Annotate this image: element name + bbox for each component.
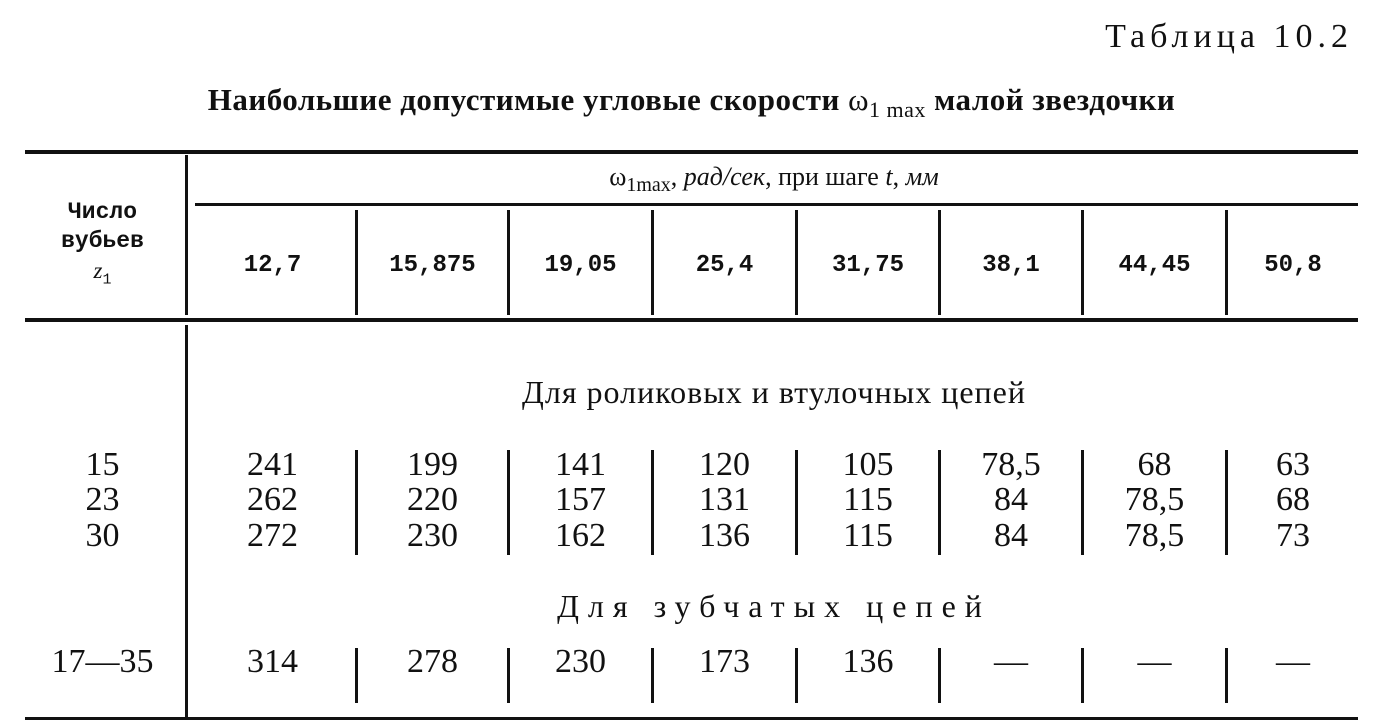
pitch-header-8: 50,8 xyxy=(1264,252,1322,279)
cell: 120 xyxy=(699,446,750,483)
cell: 78,5 xyxy=(1124,481,1185,518)
cell: 78,5 xyxy=(1124,517,1185,554)
group-header-rule xyxy=(195,203,1358,206)
stub-divider xyxy=(185,155,188,315)
stub-header-line1: Число xyxy=(67,199,137,225)
cell: 105 xyxy=(842,446,894,483)
title-omega-symbol: ω xyxy=(848,82,870,117)
stub-header-line2: вубьев xyxy=(61,228,144,254)
cell: 262 xyxy=(247,481,298,518)
cell: 199 xyxy=(407,446,458,483)
cell: 84 xyxy=(994,517,1028,554)
column-group-header: $\omega_{1max}$, рад/сек, при шаге t, мм xyxy=(609,162,939,197)
header-bottom-rule xyxy=(25,318,1358,322)
cell: 141 xyxy=(555,446,606,483)
pitch-header-4: 25,4 xyxy=(695,252,754,279)
title-text-after: малой звездочки xyxy=(925,82,1176,117)
cell: 230 xyxy=(407,517,458,554)
pitch-header-3: 19,05 xyxy=(544,252,617,279)
row-z-23: 23 xyxy=(85,481,120,518)
cell: 63 xyxy=(1276,446,1310,483)
cell: 136 xyxy=(699,517,750,554)
cell: 115 xyxy=(843,517,893,554)
cell: 68 xyxy=(1276,481,1310,518)
pitch-header-1: 12,7 xyxy=(243,252,302,279)
stub-header-var: $z_1$ xyxy=(93,258,112,289)
row-z-17-35: 17—35 xyxy=(51,643,154,680)
cell: 73 xyxy=(1276,517,1310,554)
title-text-before: Наибольшие допустимые угловые скорости xyxy=(207,82,849,117)
cell: — xyxy=(994,643,1028,680)
cell: 272 xyxy=(247,517,298,554)
cell: 78,5 xyxy=(981,446,1041,483)
cell: 136 xyxy=(842,643,894,680)
pitch-header-5: 31,75 xyxy=(831,252,904,279)
stub-header xyxy=(20,198,185,295)
row-z-30: 30 xyxy=(85,517,120,554)
section-title-toothed: Для зубчатых цепей xyxy=(557,588,991,624)
top-rule xyxy=(25,150,1358,154)
cell: 220 xyxy=(407,481,458,518)
cell: 115 xyxy=(843,481,893,518)
cell: 157 xyxy=(555,481,606,518)
omega-symbol: ω xyxy=(609,162,627,191)
pitch-header-2: 15,875 xyxy=(389,252,476,279)
cell: 68 xyxy=(1137,446,1172,483)
title-omega-subscript: 1 max xyxy=(869,97,926,123)
cell: — xyxy=(1137,643,1172,680)
cell: — xyxy=(1276,643,1310,680)
table-number: Таблица 10.2 xyxy=(1105,18,1353,55)
pitch-var: t xyxy=(885,162,893,191)
stub-divider-body xyxy=(185,325,188,717)
group-header-middle: , при шаге xyxy=(765,162,886,191)
cell: 230 xyxy=(555,643,606,680)
cell: 162 xyxy=(555,517,606,554)
unit-rad-sec: рад/сек xyxy=(683,162,766,191)
bottom-rule xyxy=(25,717,1358,720)
section-title-roller: Для роликовых и втулочных цепей xyxy=(522,374,1026,410)
cell: 278 xyxy=(407,643,458,680)
cell: 131 xyxy=(699,481,750,518)
table-title xyxy=(0,82,1383,123)
pitch-header-6: 38,1 xyxy=(982,252,1040,279)
omega-subscript: 1max xyxy=(626,174,671,197)
cell: 314 xyxy=(247,643,298,680)
pitch-header-7: 44,45 xyxy=(1118,252,1191,279)
cell: 84 xyxy=(994,481,1028,518)
cell: 173 xyxy=(699,643,750,680)
row-z-15: 15 xyxy=(85,446,120,483)
cell: 241 xyxy=(247,446,298,483)
unit-mm: мм xyxy=(905,162,939,191)
